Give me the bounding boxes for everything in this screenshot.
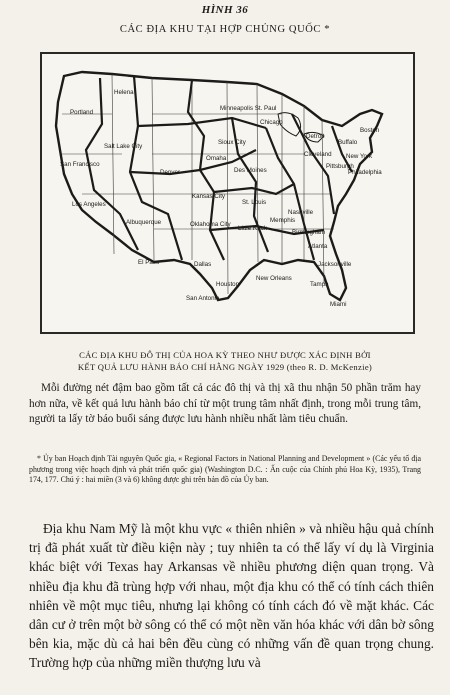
city-label: Sioux City: [218, 139, 246, 146]
city-label: Tampa: [310, 281, 329, 288]
city-label: Los Angeles: [72, 201, 106, 208]
city-label: Houston: [216, 281, 240, 288]
figure-label: HÌNH 36: [201, 4, 249, 16]
body-text: Địa khu Nam Mỹ là một khu vực « thiên nhiên » và nhiều hậu quả chính trị đã phát xuất từ điều kiện này ; tuy nhiên ta có thể lấy ví dụ là Virginia khác biệt với Texas hay Arkansas về nhiều phương diện quan trọng. Và nhiều địa khu đã trùng hợp với nhau, một địa khu có thể có tính cách thiên nhiên về một mục tiêu, nhưng lại không có tính cách đó về mặt khác. Các dân cư ở trên một bờ sông có thể có một nền văn hóa khác với dân bờ sông bên kia, mặc dù cả hai bên đều cùng có những vấn đề quan trọng chung. Trường hợp của những miền thượng lưu và: [29, 521, 434, 671]
city-label: Minneapolis St. Paul: [220, 105, 277, 112]
caption-line-1: CÁC ĐỊA KHU ĐÔ THỊ CỦA HOA KỲ THEO NHƯ ĐƯỢC XÁC ĐỊNH BỞI: [79, 350, 371, 360]
caption-line-2: KẾT QUẢ LƯU HÀNH BÁO CHÍ HẰNG NGÀY 1929 (theo R. D. McKenzie): [77, 362, 373, 372]
city-label: Portland: [70, 109, 94, 116]
city-label: Des Moines: [234, 167, 267, 174]
city-label: Little Rock: [238, 225, 267, 232]
map-drawing: [42, 54, 413, 332]
city-label: El Paso: [138, 259, 160, 266]
city-label: Buffalo: [338, 139, 358, 146]
city-label: Salt Lake City: [104, 143, 143, 150]
city-label: New Orleans: [256, 275, 292, 282]
city-label: Oklahoma City: [190, 221, 231, 228]
city-label: Jacksonville: [318, 261, 352, 268]
city-label: Denver: [160, 169, 180, 176]
footnote: * Ủy ban Hoạch định Tài nguyên Quốc gia, « Regional Factors in National Planning and Development » (Các yếu tố địa phương trong việc hoạch định và phát triển quốc gia) (Washington D.C. : Ấn cuộc của Chính phủ Hoa Kỳ, 1935), Trang 174, 177. Chú ý : hai miền (3 và 6) không được ghi trên bản đồ của Ủy ban.: [29, 454, 421, 484]
city-label: Detroit: [306, 133, 325, 140]
city-label: Omaha: [206, 155, 227, 162]
city-label: Dallas: [194, 261, 212, 268]
city-label: Miami: [330, 301, 347, 308]
city-label: Boston: [360, 127, 380, 134]
city-label: New York: [346, 153, 373, 160]
city-label: Albuquerque: [126, 219, 162, 226]
city-label: San Francisco: [60, 161, 100, 168]
map-caption: [24, 349, 426, 373]
city-label: Memphis: [270, 217, 296, 224]
city-label: Atlanta: [308, 243, 328, 250]
city-label: St. Louis: [242, 199, 267, 206]
city-label: Birmingham: [292, 229, 326, 236]
city-labels: [60, 89, 382, 308]
us-regions-map: [40, 52, 415, 334]
city-label: Philadelphia: [348, 169, 382, 176]
city-label: San Antonio: [186, 295, 220, 302]
city-label: Helena: [114, 89, 134, 96]
figure-title: CÁC ĐỊA KHU TẠI HỢP CHỦNG QUỐC *: [119, 24, 331, 35]
city-label: Kansas City: [192, 193, 226, 200]
city-label: Pittsburgh: [326, 163, 354, 170]
map-description: Mỗi đường nét đậm bao gồm tất cả các đô thị và thị xã thu nhận 50 phần trăm hay hơn nữa, về kết quả lưu hành báo chí từ một trung tâm nhất định, trong mỗi trung tâm, người ta lấy tờ báo buổi sáng được lưu hành nhiều nhất làm tiêu chuẩn.: [29, 382, 421, 426]
city-label: Chicago: [260, 119, 283, 126]
city-label: Cleveland: [304, 151, 332, 158]
city-label: Nashville: [288, 209, 314, 216]
